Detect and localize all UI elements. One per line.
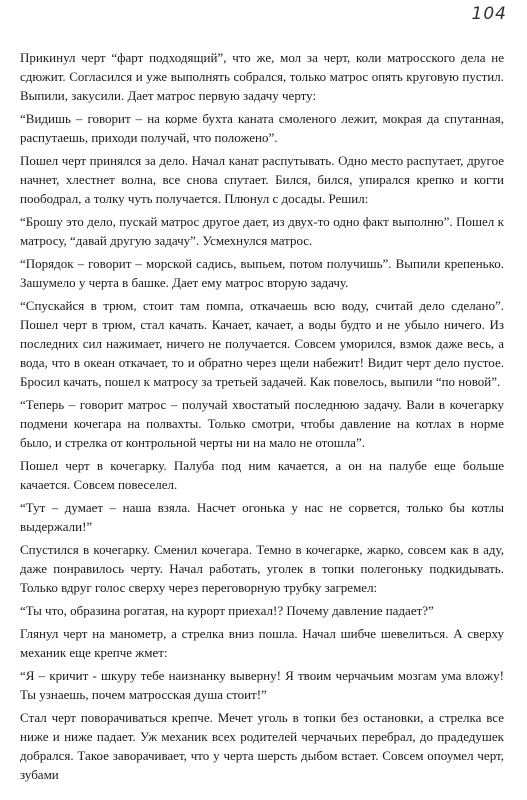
page-number: 104 — [471, 4, 507, 24]
paragraph: Прикинул черт “фарт подходящий”, что же, мол за черт, коли матросского дела не сдюжит. Согласился и уже выполнять собрался, только матрос опять круговую пустил. Выпили, закусили. Дает матрос первую задачу черту: — [20, 50, 504, 103]
paragraph: Спустился в кочегарку. Сменил кочегара. Темно в кочегарке, жарко, совсем как в аду, даже понравилось черту. Начал работать, уголек в топки полегоньку подкидывать. Только вдруг голос сверху через переговорную трубку загремел: — [20, 542, 504, 595]
paragraph: “Теперь – говорит матрос – получай хвостатый последнюю задачу. Вали в кочегарку подмени кочегара на полвахты. Только смотри, чтобы давление на котлах в норме было, и стрелка от контрольной черты ни на мало не отошла”. — [20, 397, 504, 450]
paragraph: “Видишь – говорит – на корме бухта каната смоленого лежит, мокрая да спутанная, распутаешь, приходи получай, что положено”. — [20, 111, 504, 145]
paragraph: “Я – кричит - шкуру тебе наизнанку выверну! Я твоим черчачьим мозгам ума вложу! Ты узнаешь, почем матросская душа стоит!” — [20, 668, 504, 702]
paragraph: Глянул черт на манометр, а стрелка вниз пошла. Начал шибче шевелиться. А сверху механик еще крепче жмет: — [20, 626, 504, 660]
paragraph: Пошел черт принялся за дело. Начал канат распутывать. Одно место распутает, другое начнет, хлестнет волна, все снова спутает. Бился, бился, упирался крепко и когти поободрал, а толку чуть получается. Плюнул с досады. Решил: — [20, 153, 504, 206]
paragraph: Стал черт поворачиваться крепче. Мечет уголь в топки без остановки, а стрелка все ниже и ниже падает. Уж механик всех родителей черчачьих перебрал, до прадедушек добрался. Такое заворачивает, что у черта шерсть дыбом встает. Совсем опоумел черт, зубами — [20, 710, 504, 782]
paragraph: “Ты что, образина рогатая, на курорт приехал!? Почему давление падает?” — [20, 603, 434, 618]
body-text — [20, 48, 504, 788]
paragraph: “Тут – думает – наша взяла. Насчет огонька у нас не сорвется, только бы котлы выдержали!” — [20, 500, 504, 534]
paragraph: “Порядок – говорит – морской садись, выпьем, потом получишь”. Выпили крепенько. Зашумело у черта в башке. Дает ему матрос вторую задачу. — [20, 256, 504, 290]
paragraph: “Спускайся в трюм, стоит там помпа, откачаешь всю воду, считай дело сделано”. Пошел черт в трюм, стал качать. Качает, качает, а воды будто и не убыло ничего. Из последних сил нажимает, ничего не получается. Совсем уморился, взмок даже весь, а вода, что в океан откачает, то и обратно через щели набежит! Видит черт дело пустое. Бросил качать, пошел к матросу за третьей задачей. Как повелось, выпили “по новой”. — [20, 298, 504, 389]
paragraph: “Брошу это дело, пускай матрос другое дает, из двух-то одно факт выполню”. Пошел к матросу, “давай другую задачу”. Усмехнулся матрос. — [20, 214, 504, 248]
paragraph: Пошел черт в кочегарку. Палуба под ним качается, а он на палубе еще больше качается. Совсем повеселел. — [20, 458, 504, 492]
